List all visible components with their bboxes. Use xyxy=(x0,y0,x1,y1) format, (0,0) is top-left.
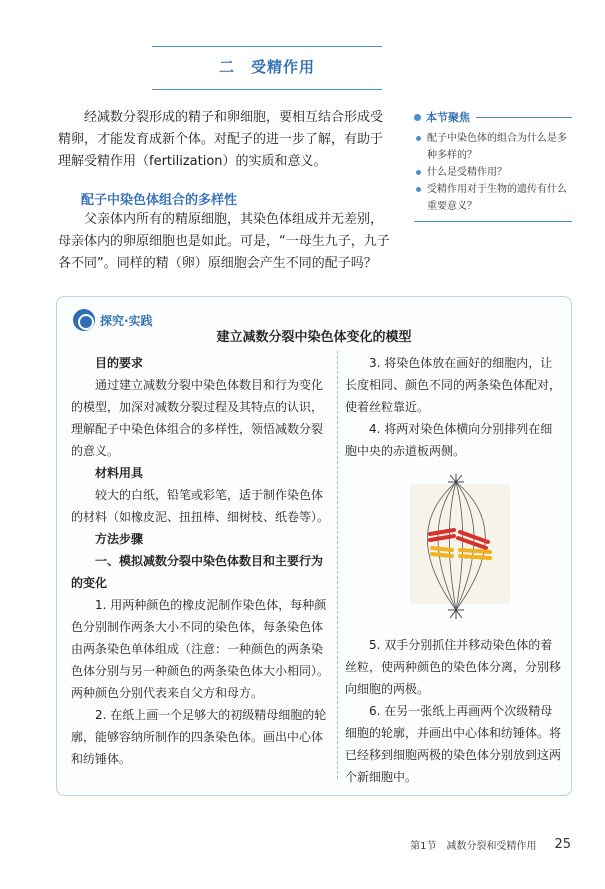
focus-title: 本节聚焦 xyxy=(426,111,470,124)
section-rule-bottom xyxy=(152,89,382,90)
focus-divider xyxy=(476,117,572,118)
goal-heading: 目的要求 xyxy=(95,356,144,370)
materials-text: 较大的白纸，铅笔或彩笔，适于制作染色体的材料（如橡皮泥、扭扭棒、细树枝、纸卷等）。 xyxy=(71,488,330,524)
cell-drawing xyxy=(352,472,557,622)
page-number: 25 xyxy=(554,837,571,852)
centrosome-bottom-icon xyxy=(448,610,464,619)
focus-item: 配子中染色体的组合为什么是多种多样的？ xyxy=(414,130,572,164)
explore-practice-box xyxy=(56,296,572,796)
intro-paragraph: 经减数分裂形成的精子和卵细胞，要相互结合形成受精卵，才能发育成新个体。对配子的进一步了解，有助于理解受精作用（fertilization）的实质和意义。 xyxy=(58,110,384,169)
section-rule-top xyxy=(152,46,382,47)
chromosome-model-figure xyxy=(352,472,557,622)
focus-box xyxy=(414,108,572,222)
step-5: 5. 双手分别抓住并移动染色体的着丝粒，使两种颜色的染色体分离，分别移向细胞的两极。 xyxy=(345,638,562,696)
body-paragraph: 父亲体内所有的精原细胞，其染色体组成并无差别，母亲体内的卵原细胞也是如此。可是，“一母生九子，九子各不同”。同样的精（卵）原细胞会产生不同的配子吗？ xyxy=(58,212,390,271)
section-header xyxy=(152,46,382,90)
centrosome-top-icon xyxy=(448,474,464,482)
section-title: 二 受精作用 xyxy=(218,58,315,76)
bullet-icon xyxy=(416,187,421,192)
bullet-icon xyxy=(416,136,421,141)
explore-badge-label: 探究·实践 xyxy=(100,313,153,328)
step-3: 3. 将染色体放在画好的细胞内，让长度相同、颜色不同的两条染色体配对，使着丝粒靠近。 xyxy=(345,356,562,414)
focus-header xyxy=(414,108,572,126)
step-one-heading: 一、模拟减数分裂中染色体数目和主要行为的变化 xyxy=(71,554,324,590)
column-divider xyxy=(337,351,338,779)
steps-heading: 方法步骤 xyxy=(95,532,144,546)
step-6: 6. 在另一张纸上再画两个次级精母细胞的轮廓，并画出中心体和纺锤体。将已经移到细胞两极的染色体分别放到这两个新细胞中。 xyxy=(345,704,562,784)
materials-heading: 材料用具 xyxy=(95,466,144,480)
focus-dot-icon xyxy=(414,114,421,121)
step-4: 4. 将两对染色体横向分别排列在细胞中央的赤道板两侧。 xyxy=(345,422,553,458)
explore-title: 建立减数分裂中染色体变化的模型 xyxy=(216,330,412,345)
step-1: 1. 用两种颜色的橡皮泥制作染色体，每种颜色分别制作两条大小不同的染色体，每条染色体由两条染色单体组成（注意：一种颜色的两条染色体分别与另一种颜色的两条染色体大小相同）。两种颜色分别代表来自父方和母方。 xyxy=(71,598,330,700)
left-column xyxy=(71,352,329,770)
page-footer xyxy=(410,837,571,852)
right-column xyxy=(345,352,563,788)
focus-item: 受精作用对于生物的遗传有什么重要意义？ xyxy=(414,181,572,215)
bullet-icon xyxy=(416,170,421,175)
subheading: 配子中染色体组合的多样性 xyxy=(81,193,238,208)
goal-text: 通过建立减数分裂中染色体数目和行为变化的模型，加深对减数分裂过程及其特点的认识，理解配子中染色体组合的多样性，领悟减数分裂的意义。 xyxy=(71,378,324,458)
chromosomes xyxy=(430,530,490,558)
focus-list xyxy=(414,130,572,222)
footer-chapter: 第1节 减数分裂和受精作用 xyxy=(410,841,537,852)
focus-item: 什么是受精作用？ xyxy=(414,164,572,181)
step-2: 2. 在纸上画一个足够大的初级精母细胞的轮廓，能够容纳所制作的四条染色体。画出中心体和纺锤体。 xyxy=(71,708,327,766)
